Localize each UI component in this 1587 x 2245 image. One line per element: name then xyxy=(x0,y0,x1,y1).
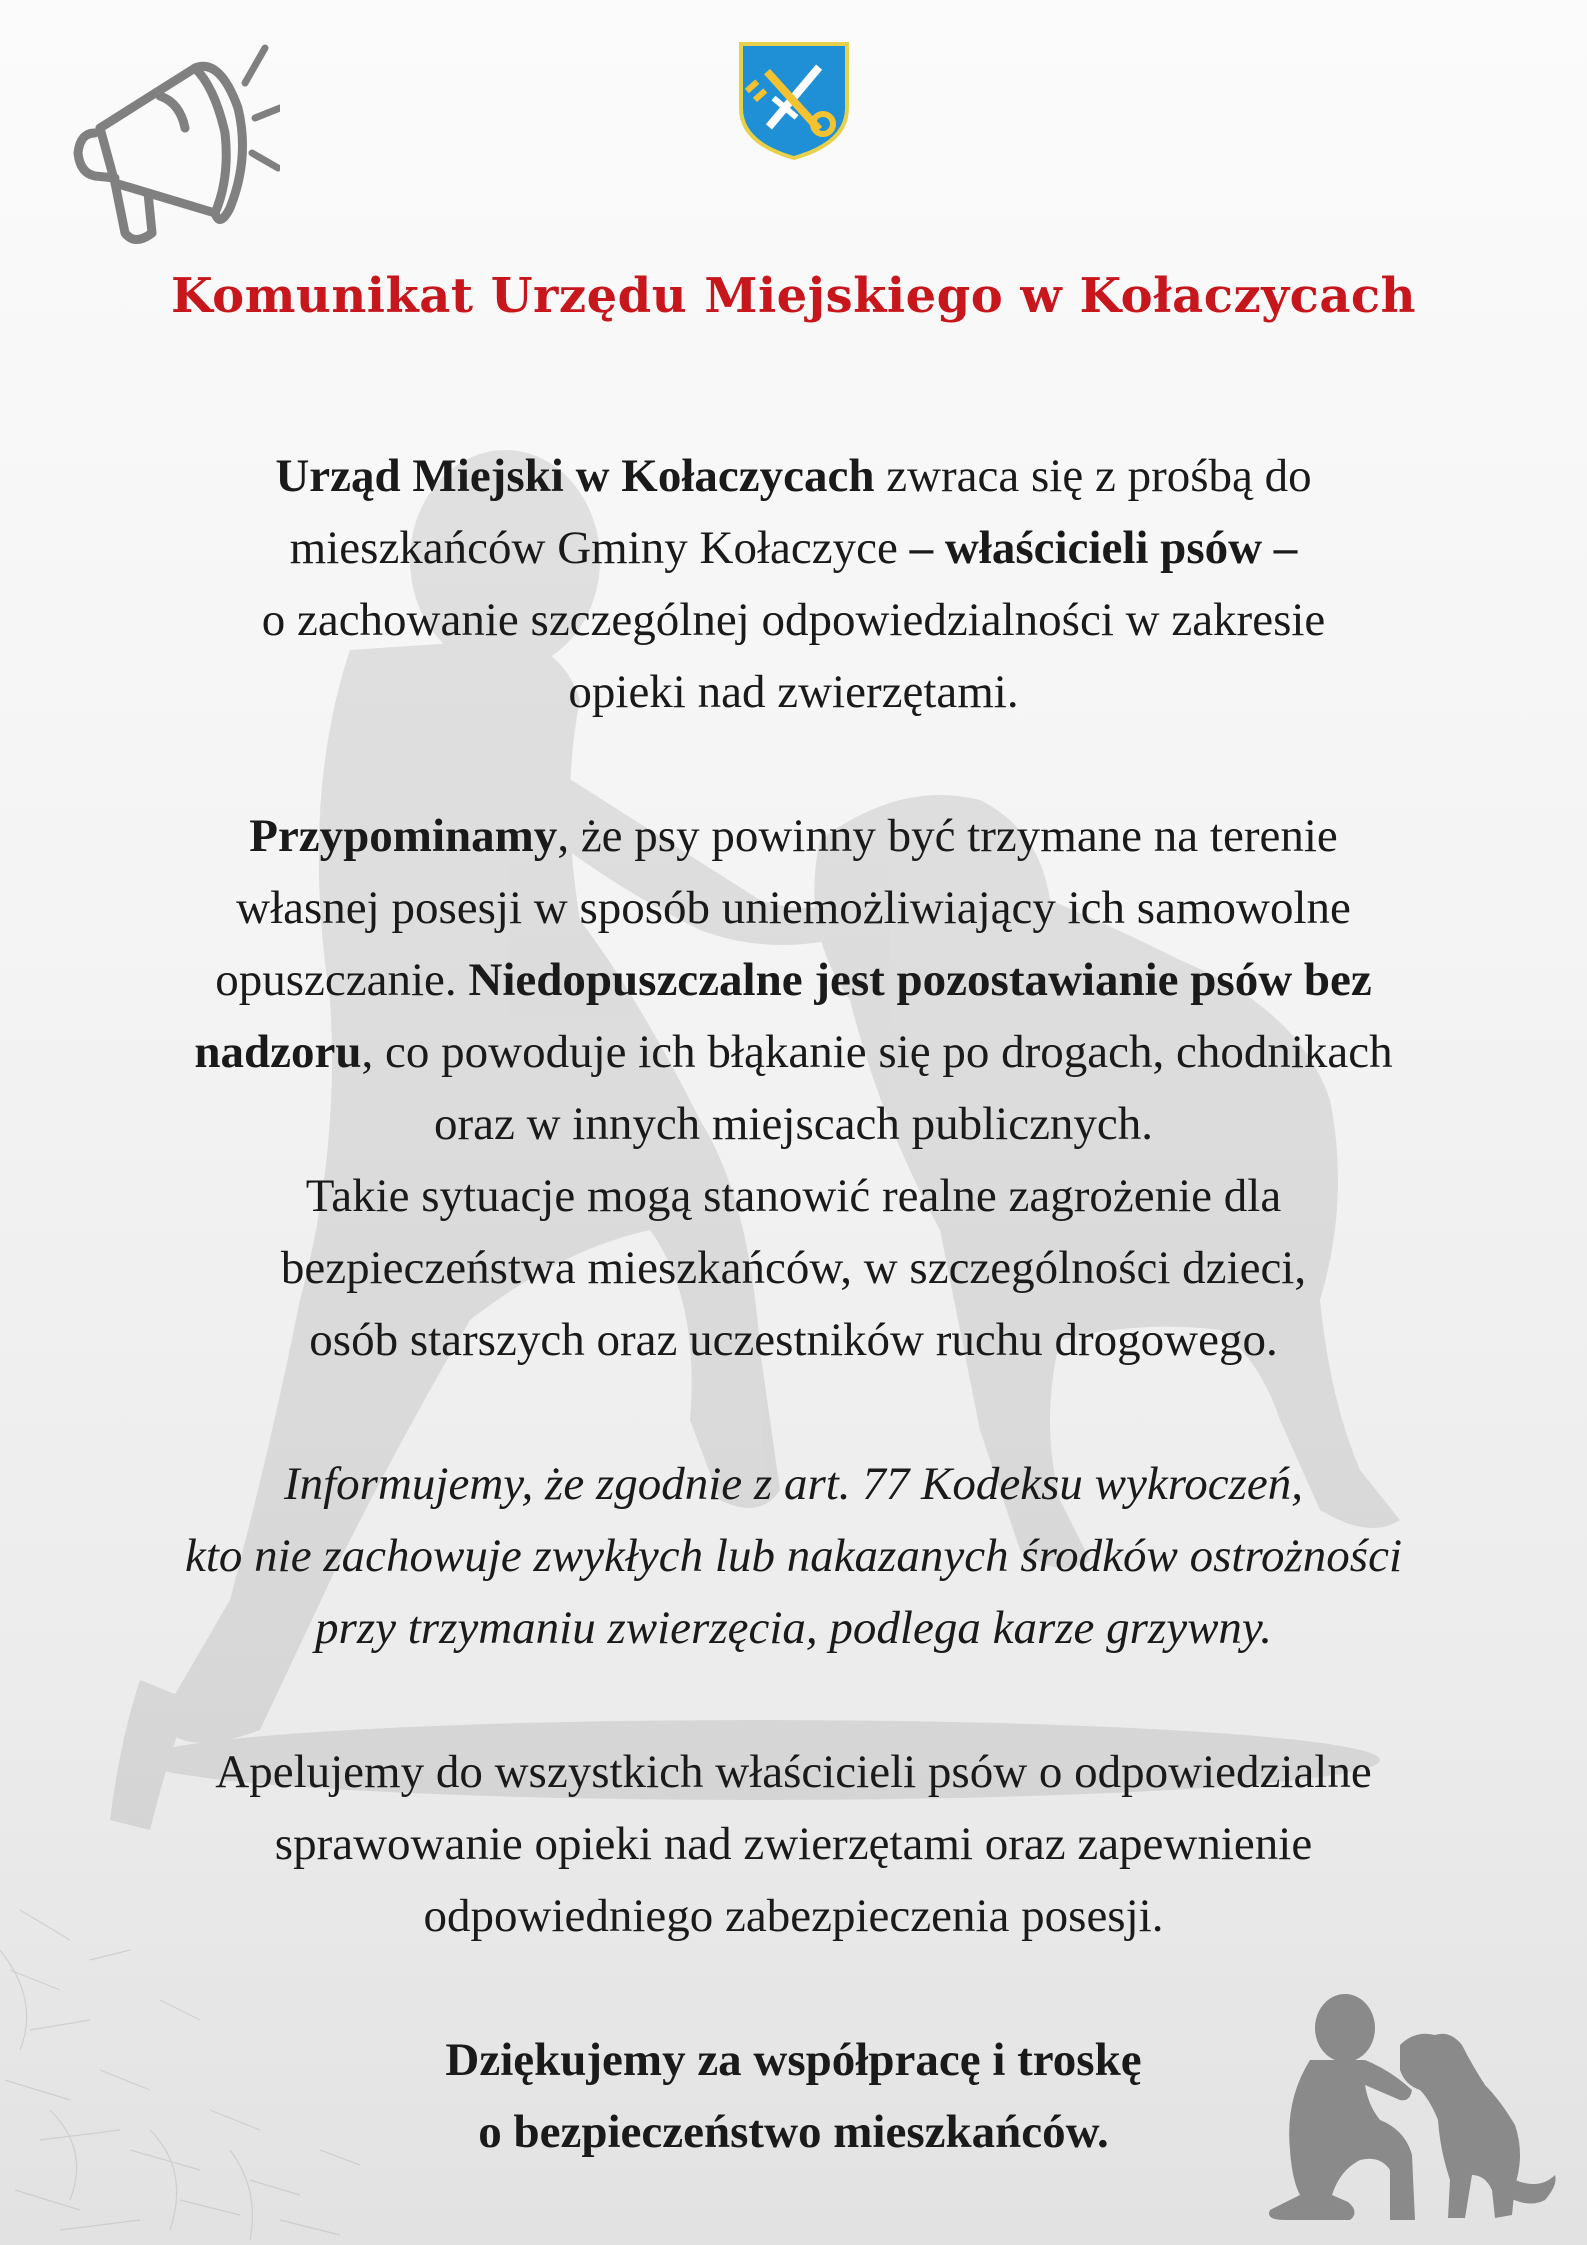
reminder-lead: Przypominamy xyxy=(249,810,558,862)
paragraph-reminder xyxy=(80,800,1507,1376)
appeal-line-1: Apelujemy do wszystkich właścicieli psów o odpowiedzialne xyxy=(215,1746,1372,1798)
dog-owners-highlight: – właścicieli psów – xyxy=(909,522,1298,574)
reminder-text-e: oraz w innych miejscach publicznych. xyxy=(433,1098,1154,1150)
announcement-body xyxy=(80,440,1507,2168)
reminder-text-g: bezpieczeństwa mieszkańców, w szczególności dzieci, xyxy=(280,1242,1307,1294)
closing-line-2: o bezpieczeństwo mieszkańców. xyxy=(478,2106,1109,2158)
appeal-line-3: odpowiedniego zabezpieczenia posesji. xyxy=(423,1890,1164,1942)
reminder-text-c: opuszczanie. xyxy=(215,954,469,1006)
closing-line-1: Dziękujemy za współpracę i troskę xyxy=(445,2034,1142,2086)
intro-text-c: o zachowanie szczególnej odpowiedzialności w zakresie xyxy=(261,594,1326,646)
paragraph-intro xyxy=(80,440,1507,728)
reminder-text-a: , że psy powinny być trzymane na terenie xyxy=(557,810,1338,862)
intro-text-a: zwraca się z prośbą do xyxy=(874,450,1312,502)
reminder-warning-a: Niedopuszczalne jest pozostawianie psów bez xyxy=(468,954,1372,1006)
reminder-text-h: osób starszych oraz uczestników ruchu drogowego. xyxy=(309,1314,1278,1366)
page-title: Komunikat Urzędu Miejskiego w Kołaczycach xyxy=(170,268,1417,324)
reminder-text-f: Takie sytuacje mogą stanowić realne zagrożenie dla xyxy=(305,1170,1282,1222)
appeal-line-2: sprawowanie opieki nad zwierzętami oraz zapewnienie xyxy=(274,1818,1313,1870)
coat-of-arms-icon xyxy=(735,38,853,162)
paragraph-appeal xyxy=(80,1736,1507,1952)
person-with-dog-icon xyxy=(1240,1990,1560,2220)
intro-text-b: mieszkańców Gminy Kołaczyce xyxy=(289,522,910,574)
office-name: Urząd Miejski w Kołaczycach xyxy=(275,450,875,502)
legal-line-1: Informujemy, że zgodnie z art. 77 Kodeksu wykroczeń, xyxy=(283,1458,1304,1510)
intro-text-d: opieki nad zwierzętami. xyxy=(568,666,1019,718)
legal-line-3: przy trzymaniu zwierzęcia, podlega karze grzywny. xyxy=(315,1602,1272,1654)
megaphone-icon xyxy=(40,28,280,248)
paragraph-legal xyxy=(80,1448,1507,1664)
reminder-warning-b: nadzoru xyxy=(194,1026,362,1078)
legal-line-2: kto nie zachowuje zwykłych lub nakazanych środków ostrożności xyxy=(184,1530,1403,1582)
reminder-text-b: własnej posesji w sposób uniemożliwiający ich samowolne xyxy=(236,882,1351,934)
reminder-text-d: , co powoduje ich błąkanie się po drogach, chodnikach xyxy=(361,1026,1393,1078)
